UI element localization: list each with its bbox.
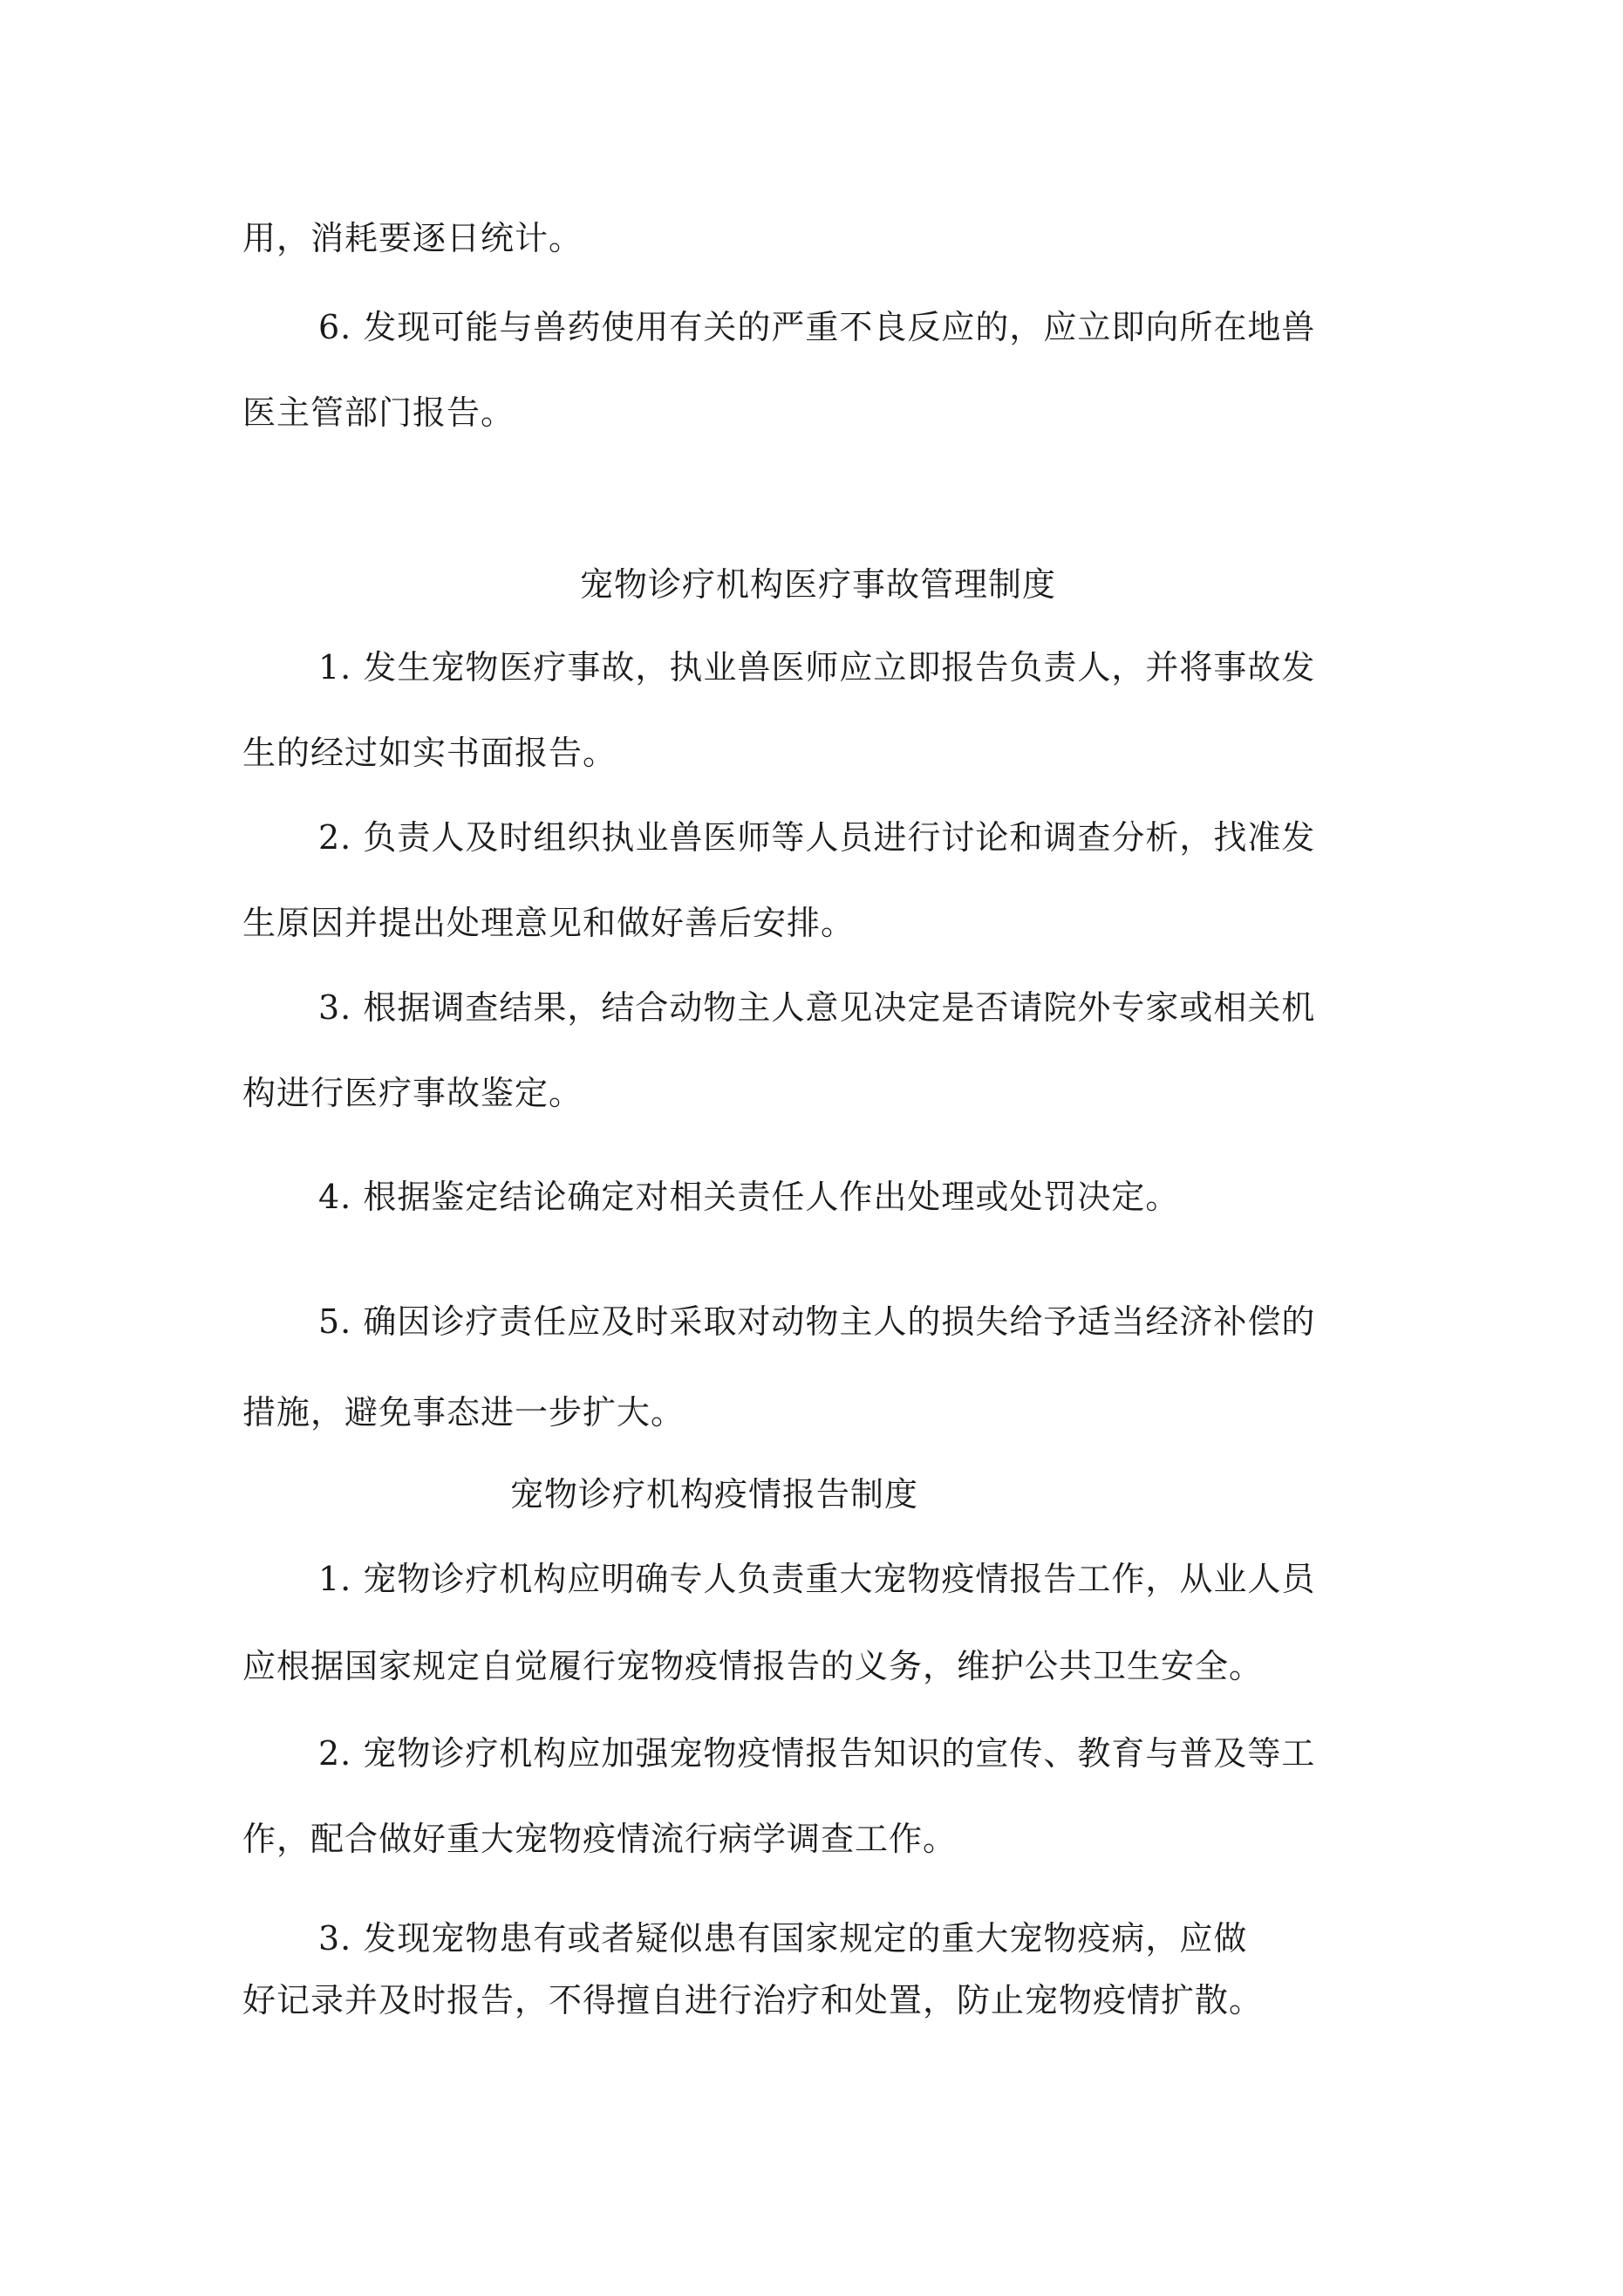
- section-title-accident: 宠物诊疗机构医疗事故管理制度: [580, 565, 1057, 604]
- accident-item-5-line-2: 措施，避免事态进一步扩大。: [242, 1393, 685, 1432]
- accident-item-3-line-2: 构进行医疗事故鉴定。: [242, 1074, 583, 1112]
- epidemic-item-3-line-1: 3. 发现宠物患有或者疑似患有国家规定的重大宠物疫病，应做: [318, 1919, 1248, 1958]
- epidemic-item-2-line-2: 作，配合做好重大宠物疫情流行病学调查工作。: [242, 1820, 958, 1858]
- epidemic-item-1-line-2: 应根据国家规定自觉履行宠物疫情报告的义务，维护公共卫生安全。: [242, 1647, 1264, 1685]
- accident-item-3-line-1: 3. 根据调查结果，结合动物主人意见决定是否请院外专家或相关机: [318, 988, 1316, 1027]
- accident-item-1-line-2: 生的经过如实书面报告。: [242, 734, 617, 772]
- accident-item-5-line-1: 5. 确因诊疗责任应及时采取对动物主人的损失给予适当经济补偿的: [318, 1302, 1316, 1341]
- accident-item-4-line-1: 4. 根据鉴定结论确定对相关责任人作出处理或处罚决定。: [318, 1178, 1180, 1216]
- section-title-epidemic: 宠物诊疗机构疫情报告制度: [510, 1475, 919, 1514]
- epidemic-item-1-line-1: 1. 宠物诊疗机构应明确专人负责重大宠物疫情报告工作，从业人员: [318, 1560, 1316, 1598]
- epidemic-item-3-line-2: 好记录并及时报告，不得擅自进行治疗和处置，防止宠物疫情扩散。: [242, 1981, 1264, 2019]
- accident-item-2-line-1: 2. 负责人及时组织执业兽医师等人员进行讨论和调查分析，找准发: [318, 818, 1316, 857]
- accident-item-1-line-1: 1. 发生宠物医疗事故，执业兽医师应立即报告负责人，并将事故发: [318, 648, 1316, 687]
- accident-item-2-line-2: 生原因并提出处理意见和做好善后安排。: [242, 904, 856, 942]
- epidemic-item-2-line-1: 2. 宠物诊疗机构应加强宠物疫情报告知识的宣传、教育与普及等工: [318, 1734, 1316, 1773]
- item-6-line-2: 医主管部门报告。: [242, 393, 515, 432]
- continuation-line: 用，消耗要逐日统计。: [242, 219, 583, 257]
- item-6-line-1: 6. 发现可能与兽药使用有关的严重不良反应的，应立即向所在地兽: [318, 308, 1316, 346]
